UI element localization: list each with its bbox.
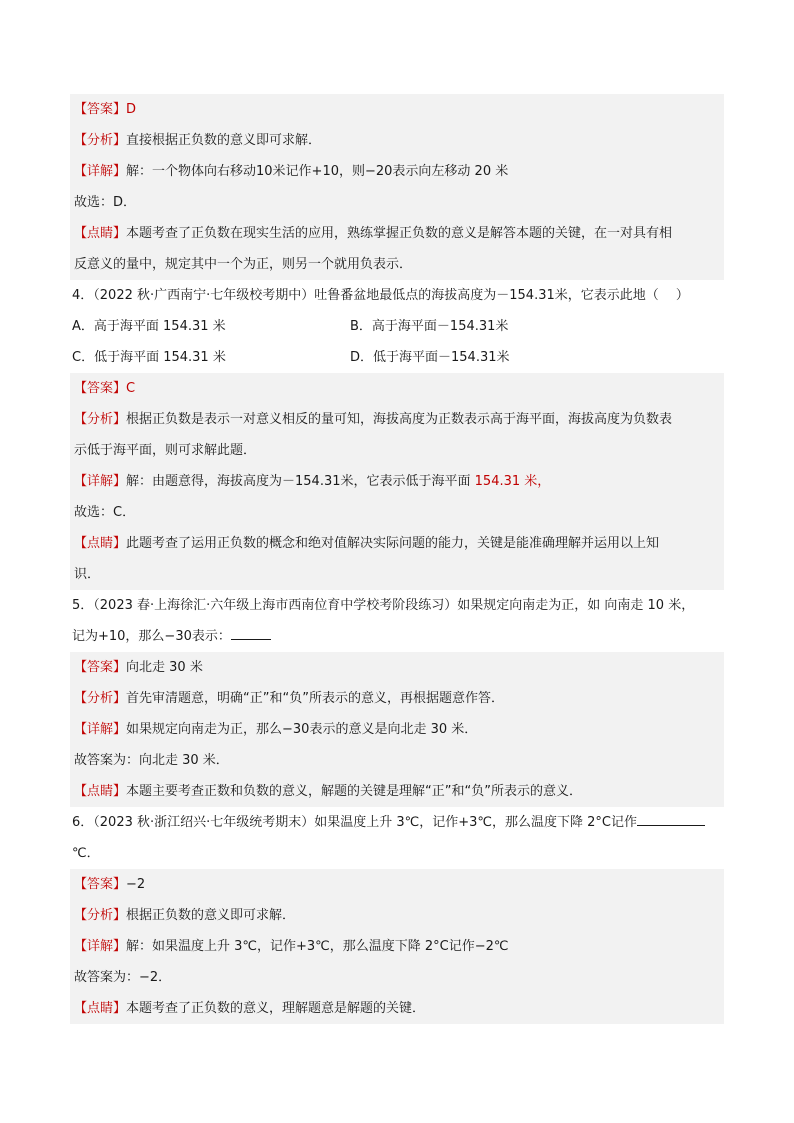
q6-stem bbox=[70, 807, 724, 838]
q3-comment-2: 反意义的量中，规定其中一个为正，则另一个就用负表示． bbox=[74, 257, 413, 272]
comment-tag: 【点睛】 bbox=[74, 784, 127, 799]
q6-detail-line bbox=[70, 931, 724, 962]
q5-conclusion-line bbox=[70, 745, 724, 776]
q5-answer-line bbox=[70, 652, 724, 683]
q5-detail-line bbox=[70, 714, 724, 745]
q4-answer-line bbox=[70, 373, 724, 404]
q4-detail-line bbox=[70, 466, 724, 497]
q5-analysis-line bbox=[70, 683, 724, 714]
q5-stem bbox=[70, 590, 724, 621]
q6-answer-blank bbox=[637, 811, 705, 826]
q6-conclusion: 故答案为：−2． bbox=[74, 970, 172, 985]
analysis-tag: 【分析】 bbox=[74, 908, 127, 923]
q5-comment-line bbox=[70, 776, 724, 807]
q6-analysis: 根据正负数的意义即可求解． bbox=[126, 908, 296, 923]
q4-stem bbox=[70, 280, 724, 311]
q3-analysis: 直接根据正负数的意义即可求解． bbox=[126, 133, 322, 148]
q4-option-a: A．高于海平面 154.31 米 bbox=[72, 319, 226, 334]
q3-detail-line bbox=[70, 156, 724, 187]
q4-analysis-line-2 bbox=[70, 435, 724, 466]
answer-tag: 【答案】 bbox=[74, 877, 127, 892]
q3-analysis-line bbox=[70, 125, 724, 156]
q4-options-row-1 bbox=[70, 311, 724, 342]
q4-analysis-line bbox=[70, 404, 724, 435]
q6-detail: 解：如果温度上升 3℃，记作+3℃，那么温度下降 2°C记作−2℃ bbox=[126, 939, 509, 954]
q5-detail: 如果规定向南走为正，那么−30表示的意义是向北走 30 米． bbox=[126, 722, 478, 737]
q6-comment-line bbox=[70, 993, 724, 1024]
q4-stem-text: 4．（2022 秋·广西南宁·七年级校考期中）吐鲁番盆地最低点的海拔高度为－154.31米，它表示此地（ ） bbox=[72, 288, 689, 303]
q6-stem-1: 6．（2023 秋·浙江绍兴·七年级统考期末）如果温度上升 3℃，记作+3℃，那么温度下降 2°C记作 bbox=[72, 815, 637, 830]
q3-conclusion: 故选：D． bbox=[74, 195, 137, 210]
comment-tag: 【点睛】 bbox=[74, 536, 127, 551]
q6-stem-line-2 bbox=[70, 838, 724, 869]
q4-analysis-2: 示低于海平面，则可求解此题． bbox=[74, 443, 257, 458]
q4-detail: 解：由题意得，海拔高度为－154.31米，它表示低于海平面 bbox=[126, 474, 471, 489]
q4-conclusion: 故选：C． bbox=[74, 505, 136, 520]
q4-answer: C bbox=[126, 381, 136, 396]
analysis-tag: 【分析】 bbox=[74, 691, 127, 706]
q5-analysis: 首先审清题意，明确“正”和“负”所表示的意义，再根据题意作答． bbox=[126, 691, 504, 706]
answer-tag: 【答案】 bbox=[74, 660, 127, 675]
answer-tag: 【答案】 bbox=[74, 381, 127, 396]
q4-comment-line bbox=[70, 528, 724, 559]
q5-comment: 本题主要考查正数和负数的意义，解题的关键是理解“正”和“负”所表示的意义． bbox=[126, 784, 582, 799]
q6-answer: −2 bbox=[126, 877, 146, 892]
q5-stem-1: 5．（2023 春·上海徐汇·六年级上海市西南位育中学校考阶段练习）如果规定向南走为正，如 向南走 10 米， bbox=[72, 598, 695, 613]
q5-answer: 向北走 30 米 bbox=[126, 660, 203, 675]
q4-option-d: D．低于海平面－154.31米 bbox=[350, 350, 510, 365]
q3-comment-line bbox=[70, 218, 724, 249]
q4-options-row-2 bbox=[70, 342, 724, 373]
q4-comment-2: 识． bbox=[74, 567, 101, 582]
q4-analysis-1: 根据正负数是表示一对意义相反的量可知，海拔高度为正数表示高于海平面，海拔高度为负数表 bbox=[126, 412, 673, 427]
comment-tag: 【点睛】 bbox=[74, 1001, 127, 1016]
comment-tag: 【点睛】 bbox=[74, 226, 127, 241]
q4-comment-1: 此题考查了运用正负数的概念和绝对值解决实际问题的能力，关键是能准确理解并运用以上知 bbox=[126, 536, 660, 551]
q5-stem-2: 记为+10，那么−30表示： bbox=[72, 629, 231, 644]
analysis-tag: 【分析】 bbox=[74, 133, 127, 148]
q6-comment: 本题考查了正负数的意义，理解题意是解题的关键． bbox=[126, 1001, 426, 1016]
detail-tag: 【详解】 bbox=[74, 164, 127, 179]
q4-option-c: C．低于海平面 154.31 米 bbox=[72, 350, 226, 365]
q3-comment-1: 本题考查了正负数在现实生活的应用，熟练掌握正负数的意义是解答本题的关键，在一对具有相 bbox=[126, 226, 673, 241]
q6-conclusion-line bbox=[70, 962, 724, 993]
q4-option-b: B．高于海平面－154.31米 bbox=[350, 319, 509, 334]
q3-answer-line bbox=[70, 94, 724, 125]
q3-conclusion-line bbox=[70, 187, 724, 218]
q4-conclusion-line bbox=[70, 497, 724, 528]
q5-conclusion: 故答案为：向北走 30 米． bbox=[74, 753, 229, 768]
q6-answer-line bbox=[70, 869, 724, 900]
solution-page bbox=[70, 94, 724, 1024]
q6-stem-2: ℃． bbox=[72, 846, 100, 861]
q3-detail: 解：一个物体向右移动10米记作+10，则−20表示向左移动 20 米 bbox=[126, 164, 509, 179]
detail-tag: 【详解】 bbox=[74, 722, 127, 737]
detail-tag: 【详解】 bbox=[74, 474, 127, 489]
q5-answer-blank bbox=[231, 625, 271, 640]
answer-tag: 【答案】 bbox=[74, 102, 127, 117]
analysis-tag: 【分析】 bbox=[74, 412, 127, 427]
q4-comment-line-2 bbox=[70, 559, 724, 590]
q3-comment-line-2 bbox=[70, 249, 724, 280]
q4-detail-value: 154.31 米， bbox=[470, 474, 551, 489]
q5-stem-line-2 bbox=[70, 621, 724, 652]
q6-analysis-line bbox=[70, 900, 724, 931]
q3-answer: D bbox=[126, 102, 137, 117]
detail-tag: 【详解】 bbox=[74, 939, 127, 954]
